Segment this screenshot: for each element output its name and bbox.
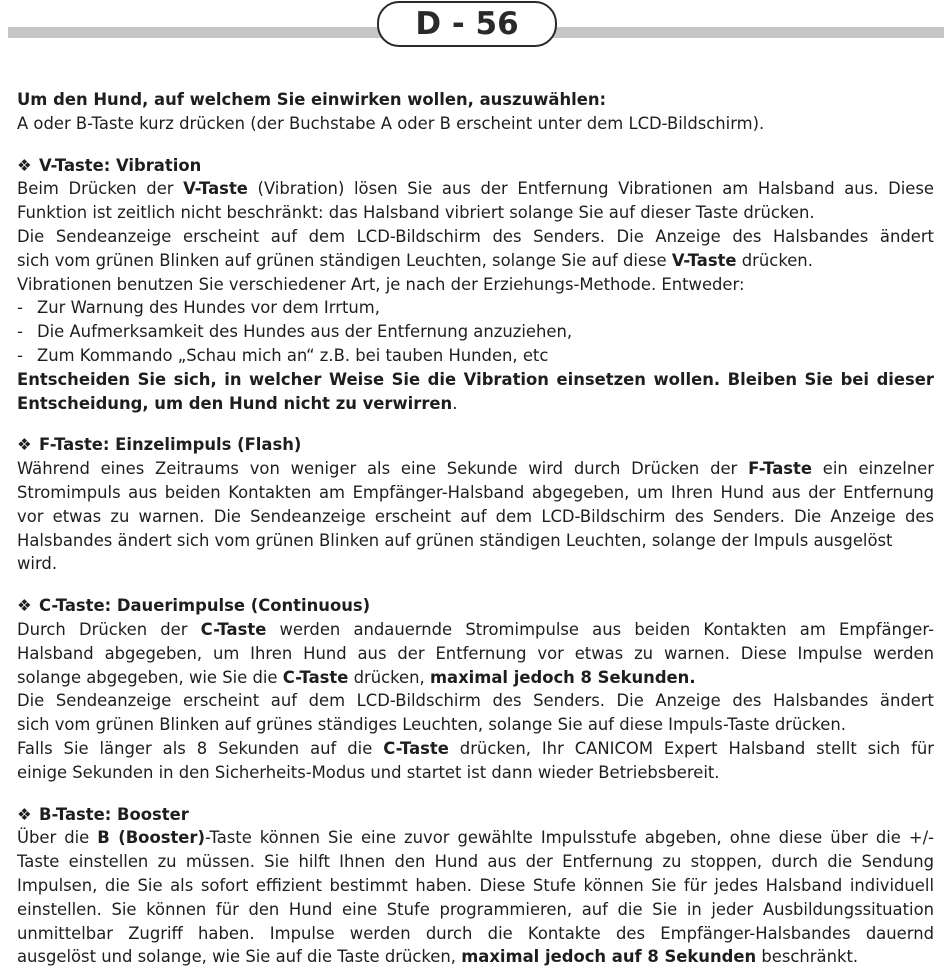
f-section-heading [17,433,934,457]
text-run: (Vibration) lösen Sie aus der Entfernung Vibrationen am Halsband aus. Diese [247,179,934,199]
bold-term: C-Taste [282,667,349,687]
text-run: drücken, Ihr CANICOM Expert Halsband stellt sich für [448,738,934,758]
text-run: Beim Drücken der [17,179,184,199]
diamond-bullet-icon: ❖ [17,155,32,175]
text-run: beschränkt. [756,947,859,967]
list-item [17,296,934,320]
v-bold-line-1: Entscheiden Sie sich, in welcher Weise Sie die Vibration einsetzen wollen. Bleiben Sie bei dieser [17,369,934,389]
text-run: ein einzelner [811,459,935,479]
bold-text: maximal jedoch 8 Sekunden. [429,667,696,687]
list-item [17,320,934,344]
b-line-4: einstellen. Sie können für den Hund eine Stufe programmieren, auf die Sie in jeder Ausbildungssituation [17,899,934,919]
c-line-6 [17,737,934,761]
text-run: Während eines Zeitraums von weniger als eine Sekunde wird durch Drücken der [17,459,749,479]
v-line-5: Vibrationen benutzen Sie verschiedener Art, je nach der Erziehungs-Methode. Entweder: [17,274,745,294]
list-item [17,344,934,368]
diamond-bullet-icon: ❖ [17,596,32,616]
intro-heading: Um den Hund, auf welchem Sie einwirken wollen, auszuwählen: [17,90,607,109]
f-line-2: Stromimpuls aus beiden Kontakten am Empfänger-Halsband abgegeben, um Ihren Hund aus der Entfernung [17,482,934,502]
dash-marker: - [17,345,23,365]
c-section-heading [17,594,934,618]
c-line-7: einige Sekunden in den Sicherheits-Modus und startet ist dann wieder Betriebsbereit. [17,762,720,782]
b-line-3: Impulsen, die Sie als sofort effizient bestimmt haben. Diese Stufe können Sie für jedes Halsband individuell [17,875,934,895]
bold-term: V-Taste [183,179,248,199]
text-run: solange abgegeben, wie Sie die [17,667,283,687]
intro-text: A oder B-Taste kurz drücken (der Buchstabe A oder B erscheint unter dem LCD-Bildschirm). [17,113,765,133]
text-run: -Taste können Sie eine zuvor gewählte Impulsstufe abgeben, ohne diese über die +/- [205,828,935,848]
diamond-bullet-icon: ❖ [17,804,32,824]
v-bold-line-2 [17,392,934,416]
v-section-title: V-Taste: Vibration [39,155,202,175]
f-line-3: vor etwas zu warnen. Die Sendeanzeige erscheint auf dem LCD-Bildschirm des Senders. Die Anzeige des [17,506,934,526]
text-run: werden andauernde Stromimpulse aus beiden Kontakten am Empfänger- [266,619,934,639]
v-line-2: Funktion ist zeitlich nicht beschränkt: das Halsband vibriert solange Sie auf dieser Taste drücken. [17,203,815,223]
bold-term: B (Booster) [97,828,205,848]
bold-text: Entscheidung, um den Hund nicht zu verwirren [17,393,453,413]
v-line-3: Die Sendeanzeige erscheint auf dem LCD-Bildschirm des Senders. Die Anzeige des Halsbandes ändert [17,226,934,246]
bold-term: F-Taste [748,459,812,479]
text-run: . [452,393,458,413]
bold-term: C-Taste [383,738,449,758]
list-item-text: Zur Warnung des Hundes vor dem Irrtum, [37,298,380,318]
b-line-6 [17,945,934,969]
dash-marker: - [17,322,23,342]
bold-term: V-Taste [671,250,737,270]
b-section-title: B-Taste: Booster [39,804,189,824]
f-line-4: Halsbandes ändert sich vom grünen Blinken auf grünen ständigen Leuchten, solange der Impuls ausgelöst wird. [17,530,893,574]
v-section-heading [17,154,934,178]
text-run: Über die [17,828,98,848]
text-run: drücken, [348,667,430,687]
bold-text: maximal jedoch auf 8 Sekunden [461,947,757,967]
b-section-heading [17,803,934,827]
list-item-text: Zum Kommando „Schau mich an“ z.B. bei tauben Hunden, etc [37,345,549,365]
diamond-bullet-icon: ❖ [17,435,32,455]
b-line-5: unmittelbar Zugriff haben. Impulse werden durch die Kontakte des Empfänger-Halsbandes dauernd [17,923,934,943]
bold-term: C-Taste [200,619,267,639]
dash-marker: - [17,298,23,318]
text-run: Durch Drücken der [17,619,201,639]
c-line-1 [17,618,934,642]
document-body [17,88,934,969]
text-run: ausgelöst und solange, wie Sie auf die Taste drücken, [17,947,462,967]
c-line-4: Die Sendeanzeige erscheint auf dem LCD-Bildschirm des Senders. Die Anzeige des Halsbandes ändert [17,691,934,711]
c-line-3 [17,666,934,690]
text-run: Falls Sie länger als 8 Sekunden auf die [17,738,384,758]
page-number-badge: D - 56 [377,1,557,47]
f-section-title: F-Taste: Einzelimpuls (Flash) [39,435,302,455]
v-line-4 [17,249,934,273]
v-line-1 [17,177,934,201]
c-line-2: Halsband abgegeben, um Ihren Hund aus der Entfernung vor etwas zu warnen. Diese Impulse werden [17,643,934,663]
f-line-1 [17,457,934,481]
c-section-title: C-Taste: Dauerimpulse (Continuous) [39,596,371,616]
b-line-2: Taste einstellen zu müssen. Sie hilft Ihnen den Hund aus der Entfernung zu stoppen, durch die Sendung [17,852,934,872]
b-line-1 [17,826,934,850]
text-run: sich vom grünen Blinken auf grünen ständigen Leuchten, solange Sie auf diese [17,250,672,270]
list-item-text: Die Aufmerksamkeit des Hundes aus der Entfernung anzuziehen, [37,322,573,342]
text-run: drücken. [736,250,813,270]
c-line-5: sich vom grünen Blinken auf grünes ständiges Leuchten, solange Sie auf diese Impuls-Taste drücken. [17,715,846,735]
